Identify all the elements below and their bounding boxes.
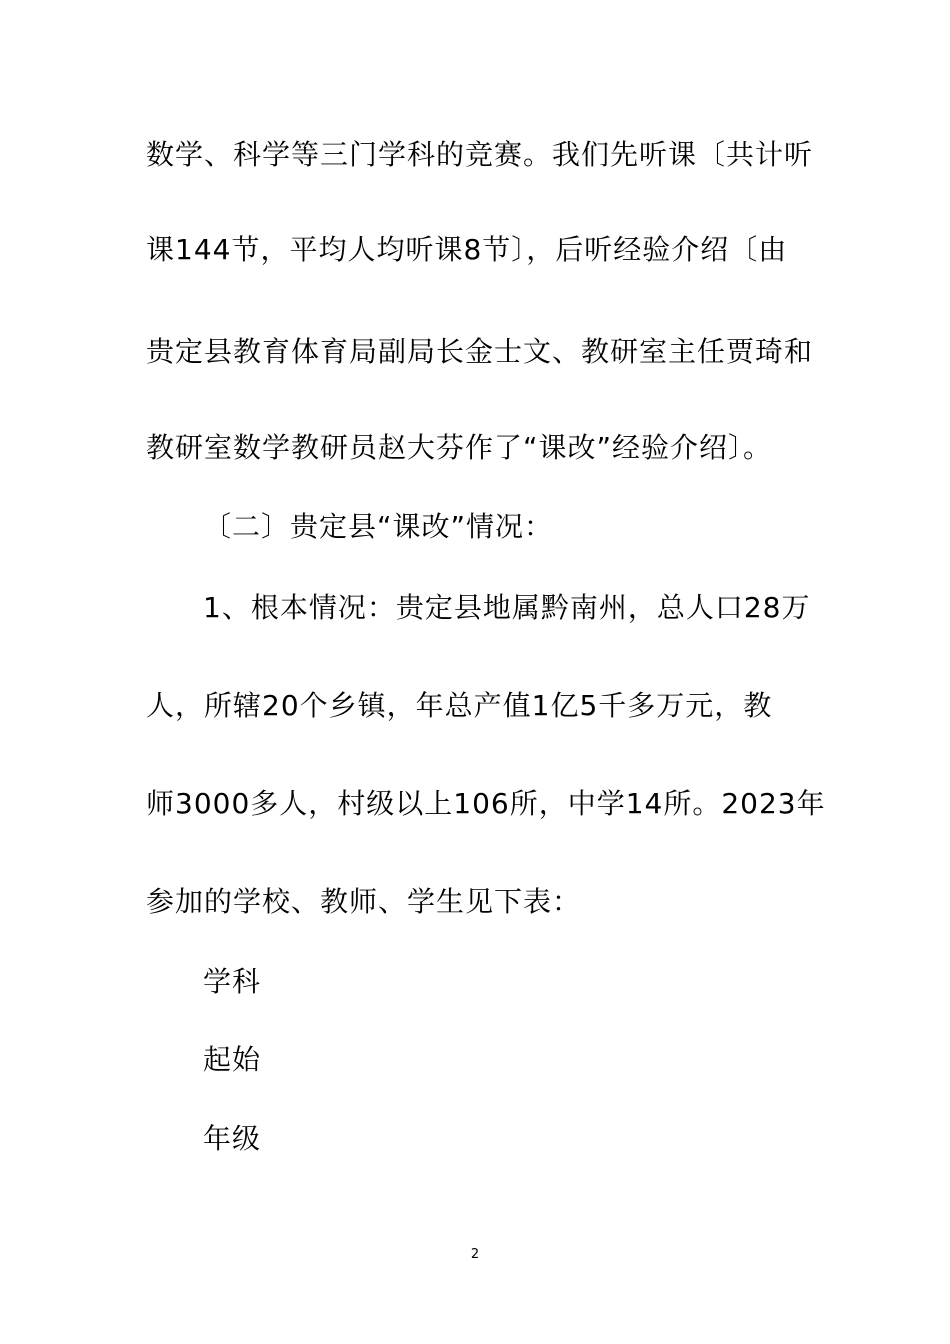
paragraph-line: 参加的学校、教师、学生见下表： xyxy=(146,885,582,918)
table-cell: 学科 xyxy=(203,965,262,998)
paragraph-line: 数学、科学等三门学科的竞赛。我们先听课〔共计听 xyxy=(146,138,814,171)
paragraph-line: 1、根本情况：贵定县地属黔南州，总人口28万 xyxy=(203,591,811,624)
paragraph-line: 师3000多人，村级以上106所，中学14所。2023年 xyxy=(146,787,826,820)
table-cell: 起始 xyxy=(203,1043,262,1076)
paragraph-line: 教研室数学教研员赵大芬作了“课改”经验介绍〕。 xyxy=(146,431,773,464)
paragraph-line: 贵定县教育体育局副局长金士文、教研室主任贾琦和 xyxy=(146,335,814,368)
table-cell: 年级 xyxy=(203,1122,262,1155)
page-number: 2 xyxy=(470,1247,480,1262)
section-heading: 〔二〕贵定县“课改”情况： xyxy=(203,510,554,543)
paragraph-line: 课144节，平均人均听课8节〕，后听经验介绍〔由 xyxy=(146,233,788,266)
paragraph-line: 人，所辖20个乡镇，年总产值1亿5千多万元，教 xyxy=(146,689,773,722)
